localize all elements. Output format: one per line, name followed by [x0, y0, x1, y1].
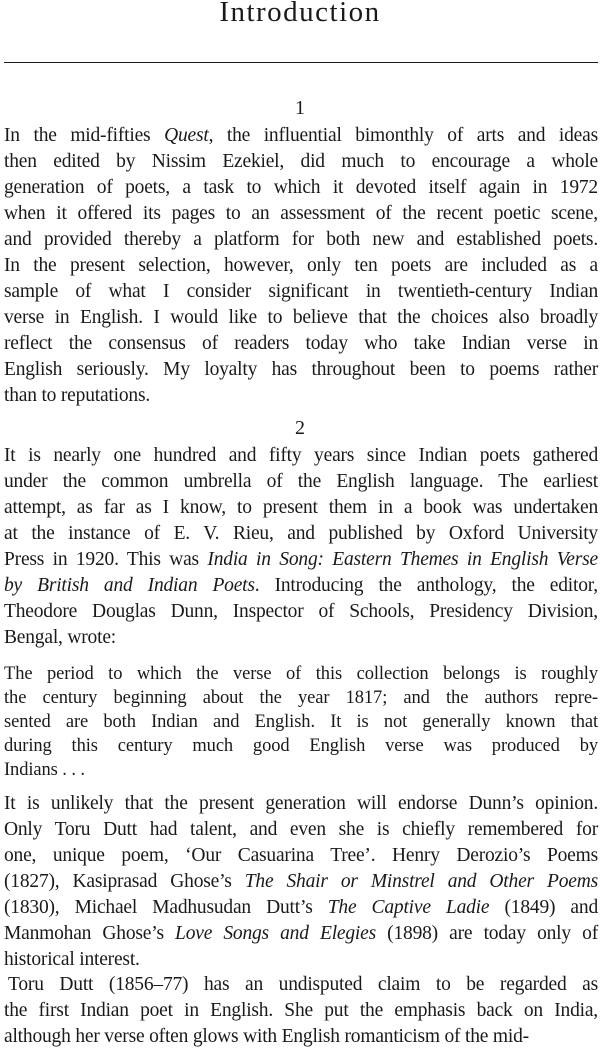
text-line: although her verse often glows with English romanticism of the mid- — [4, 1026, 529, 1047]
text-line: In the mid-fifties Quest, the influential bimonthly of arts and ideas — [4, 125, 598, 146]
text-line: Indians . . . — [4, 760, 85, 780]
italic-title: Love Songs and Elegies — [175, 923, 376, 944]
italic-title: India in Song: Eastern Themes in English Verse — [207, 549, 598, 570]
text-line: Bengal, wrote: — [4, 627, 117, 648]
text-line: than to reputations. — [4, 385, 151, 406]
text-line: Manmohan Ghose’s Love Songs and Elegies (1898) are today only of — [4, 923, 598, 944]
text-line: English seriously. My loyalty has throughout been to poems rather — [4, 359, 598, 380]
section-1-paragraph — [4, 123, 598, 409]
text-line: Press in 1920. This was India in Song: Eastern Themes in English Verse — [4, 549, 598, 570]
italic-title: The Shair or Minstrel and Other Poems — [244, 871, 598, 892]
text-line: the first Indian poet in English. She put the emphasis back on India, — [4, 1000, 598, 1021]
text-line: verse in English. I would like to believe that the choices also broadly — [4, 307, 598, 328]
text-line: (1827), Kasiprasad Ghose’s The Shair or Minstrel and Other Poems — [4, 871, 598, 892]
section-2-paragraph-1 — [4, 443, 598, 651]
italic-title: Quest — [164, 125, 209, 146]
text-line: Toru Dutt (1856–77) has an undisputed claim to be regarded as — [8, 974, 598, 995]
block-quote — [4, 662, 598, 782]
text-line: under the common umbrella of the English language. The earliest — [4, 471, 598, 492]
text-line: Theodore Douglas Dunn, Inspector of Schools, Presidency Division, — [4, 601, 598, 622]
text-line: (1830), Michael Madhusudan Dutt’s The Captive Ladie (1849) and — [4, 897, 598, 918]
text-line: and provided thereby a platform for both new and established poets. — [4, 229, 598, 250]
italic-title: by British and Indian Poets — [4, 575, 255, 596]
text-line: sented are both Indian and English. It is not generally known that — [4, 712, 598, 732]
text-line: by British and Indian Poets. Introducing the anthology, the editor, — [4, 575, 598, 596]
text-line: then edited by Nissim Ezekiel, did much to encourage a whole — [4, 151, 598, 172]
text-line: historical interest. — [4, 949, 140, 970]
text-line: It is unlikely that the present generation will endorse Dunn’s opinion. — [4, 793, 598, 814]
text-line: one, unique poem, ‘Our Casuarina Tree’. Henry Derozio’s Poems — [4, 845, 598, 866]
section-2-paragraph-2 — [4, 791, 598, 973]
text-line: reflect the consensus of readers today who take Indian verse in — [4, 333, 598, 354]
section-2-paragraph-3 — [4, 972, 598, 1050]
text-line: the century beginning about the year 1817; and the authors repre- — [4, 688, 598, 708]
section-number-1: 1 — [295, 97, 305, 119]
text-line: at the instance of E. V. Rieu, and published by Oxford University — [4, 523, 598, 544]
text-line: It is nearly one hundred and fifty years since Indian poets gathered — [4, 445, 598, 466]
title-rule — [4, 62, 598, 63]
italic-title: The Captive Ladie — [327, 897, 490, 918]
text-line: during this century much good English verse was produced by — [4, 736, 598, 756]
text-line: attempt, as far as I know, to present them in a book was undertaken — [4, 497, 598, 518]
text-line: sample of what I consider significant in twentieth-century Indian — [4, 281, 598, 302]
section-number-2: 2 — [295, 417, 305, 439]
text-line: when it offered its pages to an assessment of the recent poetic scene, — [4, 203, 598, 224]
text-line: generation of poets, a task to which it devoted itself again in 1972 — [4, 177, 598, 198]
text-line: The period to which the verse of this collection belongs is roughly — [4, 664, 598, 684]
text-line: In the present selection, however, only ten poets are included as a — [4, 255, 598, 276]
chapter-title: Introduction — [219, 0, 381, 28]
text-line: Only Toru Dutt had talent, and even she is chiefly remembered for — [4, 819, 598, 840]
